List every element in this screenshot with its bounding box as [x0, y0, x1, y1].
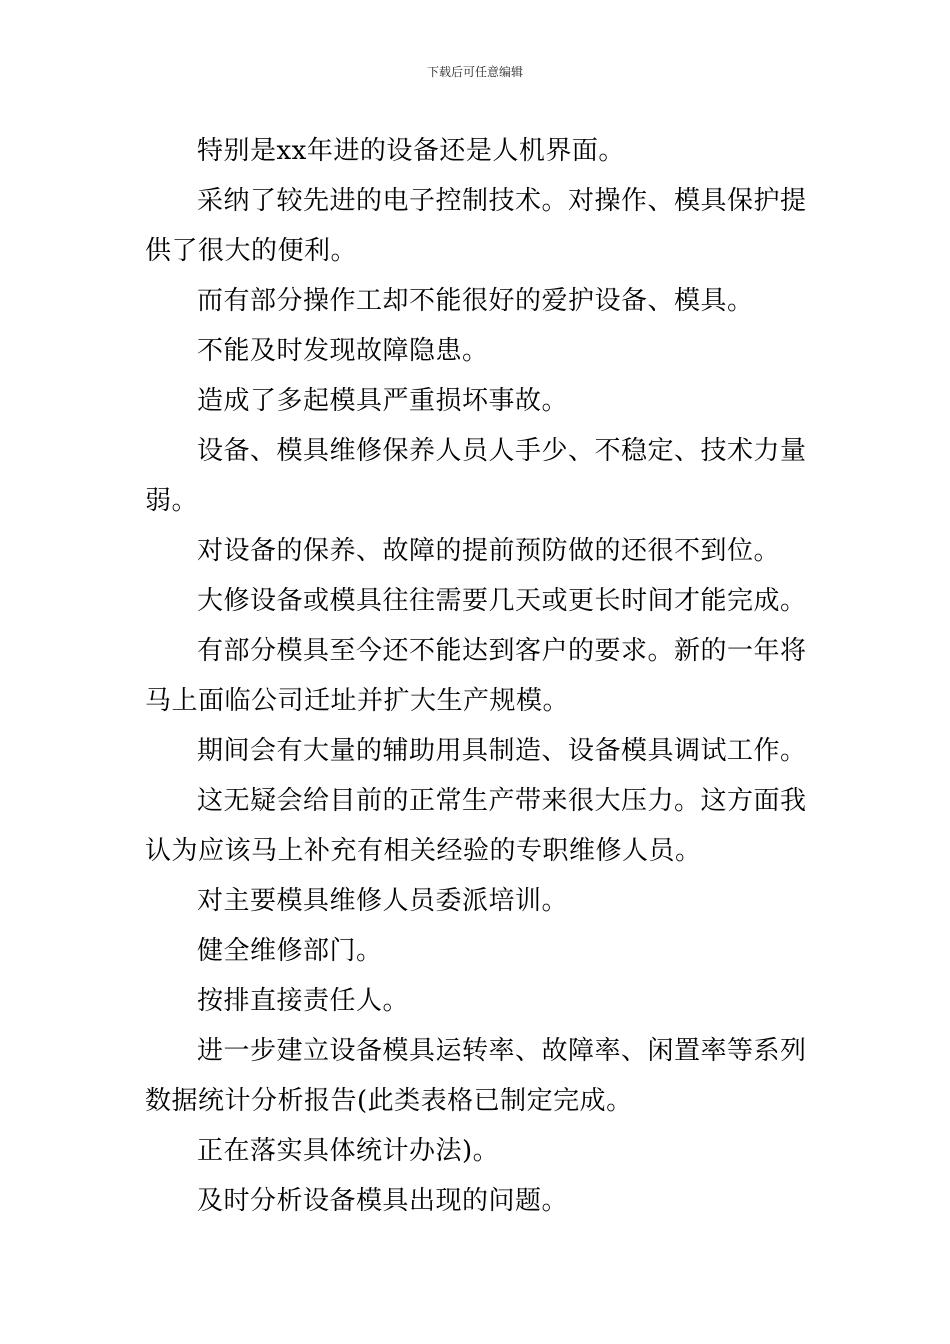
paragraph: 大修设备或模具往往需要几天或更长时间才能完成。 [197, 586, 807, 616]
paragraph: 而有部分操作工却不能很好的爱护设备、模具。 [197, 286, 754, 316]
paragraph: 这无疑会给目前的正常生产带来很大压力。这方面我认为应该马上补充有相关经验的专职维修人员。 [145, 786, 807, 866]
paragraph: 特别是xx年进的设备还是人机界面。 [197, 136, 625, 166]
paragraph: 正在落实具体统计办法)。 [197, 1136, 500, 1166]
document-body [145, 126, 809, 1226]
paragraph: 对设备的保养、故障的提前预防做的还很不到位。 [197, 536, 781, 566]
paragraph: 对主要模具维修人员委派培训。 [197, 886, 569, 916]
paragraph: 及时分析设备模具出现的问题。 [197, 1186, 569, 1216]
paragraph: 有部分模具至今还不能达到客户的要求。新的一年将马上面临公司迁址并扩大生产规模。 [145, 636, 807, 716]
paragraph: 期间会有大量的辅助用具制造、设备模具调试工作。 [197, 736, 807, 766]
paragraph: 进一步建立设备模具运转率、故障率、闲置率等系列数据统计分析报告(此类表格已制定完成。 [145, 1036, 807, 1116]
paragraph: 健全维修部门。 [197, 936, 383, 966]
paragraph: 造成了多起模具严重损坏事故。 [197, 386, 569, 416]
paragraph: 采纳了较先进的电子控制技术。对操作、模具保护提供了很大的便利。 [145, 186, 807, 266]
paragraph: 设备、模具维修保养人员人手少、不稳定、技术力量弱。 [145, 436, 807, 516]
page-header-note: 下载后可任意编辑 [426, 65, 523, 79]
paragraph: 不能及时发现故障隐患。 [197, 336, 489, 366]
paragraph: 按排直接责任人。 [197, 986, 410, 1016]
